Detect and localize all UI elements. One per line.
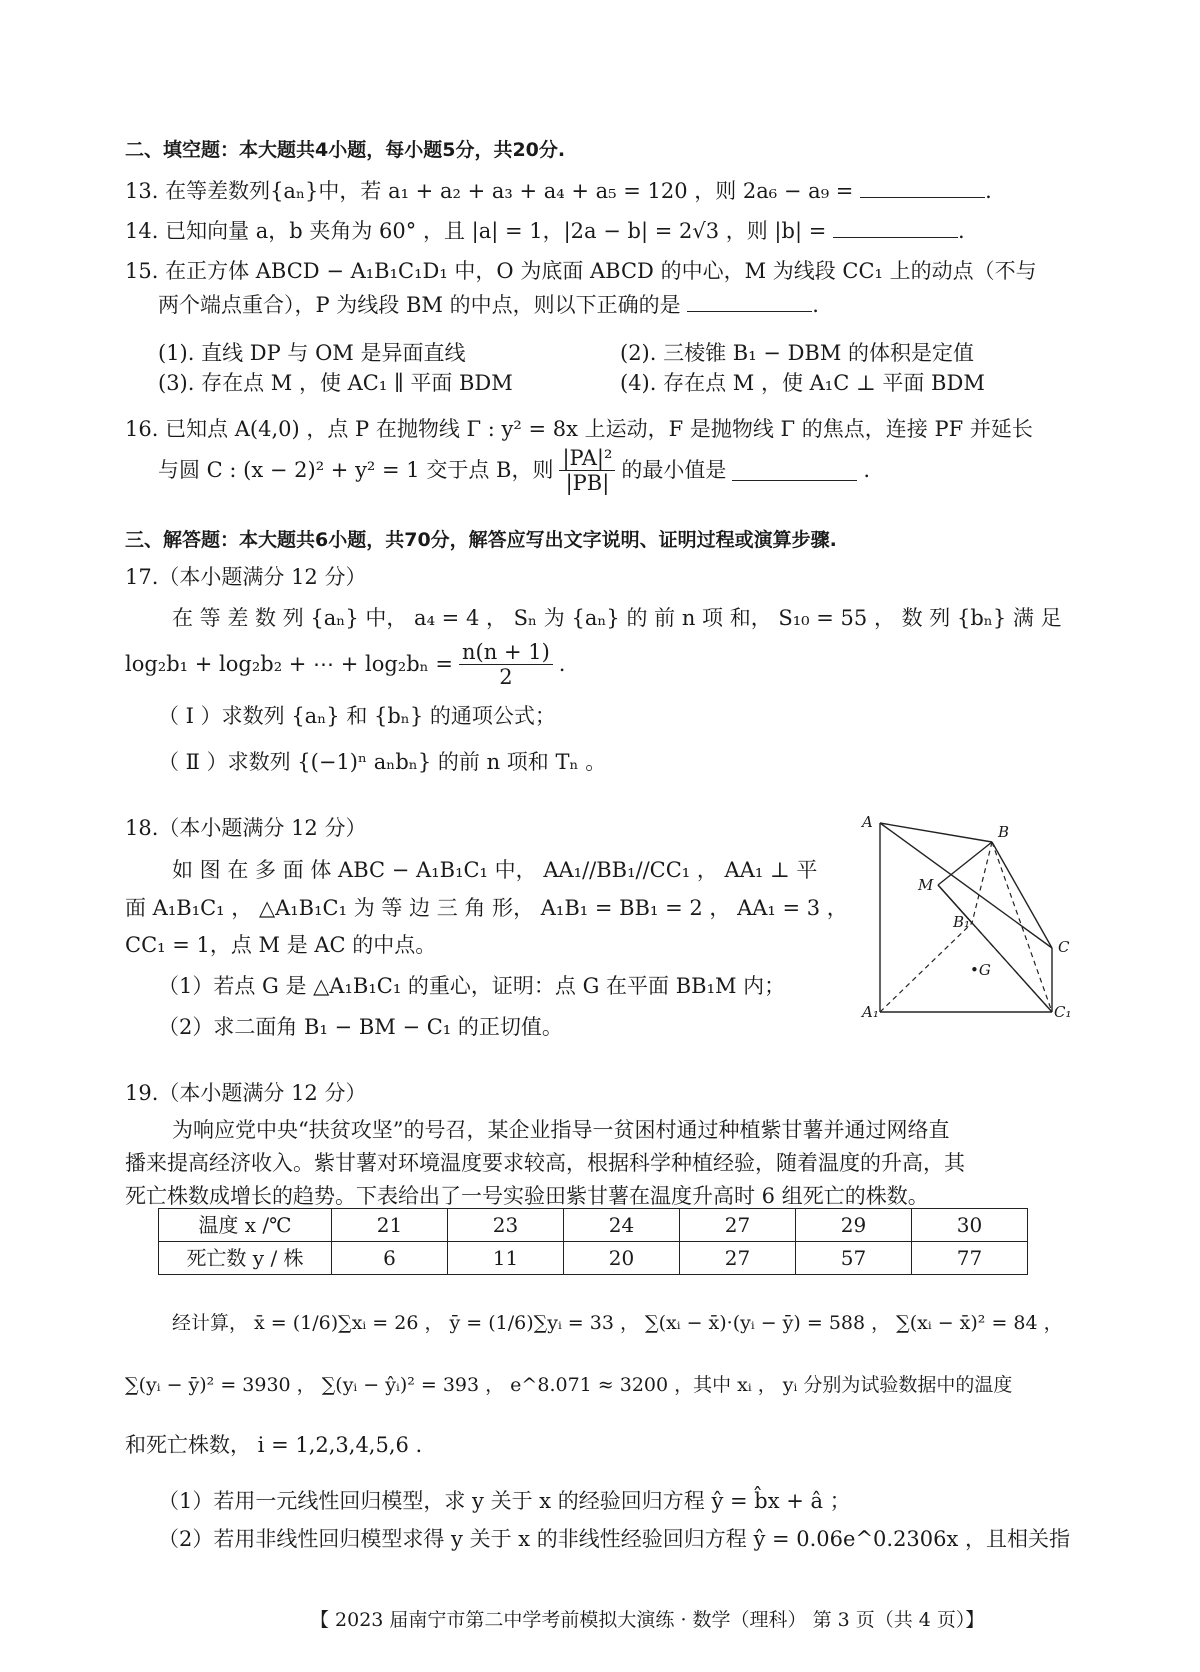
question-19-calc-1: 经计算， x̄ = (1/6)∑xᵢ = 26 ， ȳ = (1/6)∑yᵢ = 33 ， ∑(xᵢ − x̄)·(yᵢ − ȳ) = 588 ， ∑(xᵢ − x̄)² = 84 ， <box>172 1312 1063 1334</box>
table-cell: 30 <box>912 1209 1028 1242</box>
question-16-line2-end: 的最小值是 <box>621 458 727 483</box>
question-14-text: 14. 已知向量 a，b 夹角为 60° ，且 |a| = 1，|2a − b| = 2√3 ，则 |b| = <box>125 219 827 243</box>
table-cell: 21 <box>332 1209 448 1242</box>
question-17-title: 17.（本小题满分 12 分） <box>125 565 367 589</box>
question-13-text: 13. 在等差数列{aₙ}中，若 a₁ + a₂ + a₃ + a₄ + a₅ = 120 ，则 2a₆ − a₉ = <box>125 179 854 203</box>
table-cell: 29 <box>796 1209 912 1242</box>
question-16-line2-text: 与圆 C : (x − 2)² + y² = 1 交于点 B，则 <box>158 458 554 483</box>
question-15-option-2: (2). 三棱锥 B₁ − DBM 的体积是定值 <box>620 341 975 365</box>
question-19-part-1: （1）若用一元线性回归模型，求 y 关于 x 的经验回归方程 ŷ = b̂x + â ； <box>158 1489 851 1513</box>
question-19-para-2: 播来提高经济收入。紫甘薯对环境温度要求较高，根据科学种植经验，随着温度的升高，其 <box>125 1151 965 1175</box>
answer-blank <box>833 217 958 238</box>
question-16-line2: 与圆 C : (x − 2)² + y² = 1 交于点 B，则 $\frac{\text{|PA|²}}{|PB|}$ 的最小值是 . <box>158 446 871 496</box>
question-17-line1: 在 等 差 数 列 {aₙ} 中， a₄ = 4 ， Sₙ 为 {aₙ} 的 前 n 项 和， S₁₀ = 55 ， 数 列 {bₙ} 满 足 <box>172 606 1062 630</box>
question-19-para-1: 为响应党中央“扶贫攻坚”的号召，某企业指导一贫困村通过种植紫甘薯并通过网络直 <box>172 1118 950 1142</box>
question-18-line2: 面 A₁B₁C₁ ， △A₁B₁C₁ 为 等 边 三 角 形， A₁B₁ = BB₁ = 2 ， AA₁ = 3 ， <box>125 896 848 920</box>
question-18-line3: CC₁ = 1，点 M 是 AC 的中点。 <box>125 933 437 957</box>
question-13: 13. 在等差数列{aₙ}中，若 a₁ + a₂ + a₃ + a₄ + a₅ = 120 ，则 2a₆ − a₉ = . <box>125 179 992 203</box>
question-16-line1: 16. 已知点 A(4,0) ，点 P 在抛物线 Γ : y² = 8x 上运动，F 是抛物线 Γ 的焦点，连接 PF 并延长 <box>125 417 1033 441</box>
vertex-label-a: A <box>862 815 873 831</box>
fraction-numerator: n(n + 1) <box>459 640 553 665</box>
table-cell: 6 <box>332 1242 448 1275</box>
table-cell: 24 <box>564 1209 680 1242</box>
vertex-label-b1: B₁ <box>953 913 971 931</box>
table-cell: 27 <box>680 1209 796 1242</box>
table-row <box>159 1242 1028 1275</box>
section-fill-heading: 二、填空题：本大题共4小题，每小题5分，共20分. <box>125 139 566 161</box>
centroid-label-g: •G <box>970 961 991 979</box>
question-15-line2-text: 两个端点重合），P 为线段 BM 的中点，则以下正确的是 <box>158 293 681 317</box>
table-cell: 20 <box>564 1242 680 1275</box>
question-18-part-2: （2）求二面角 B₁ − BM − C₁ 的正切值。 <box>158 1015 563 1039</box>
table-header-temperature: 温度 x /℃ <box>159 1209 332 1242</box>
question-19-calc-3: 和死亡株数， i = 1,2,3,4,5,6 . <box>125 1433 423 1457</box>
vertex-label-b: B <box>998 823 1010 841</box>
question-19-part-2: （2）若用非线性回归模型求得 y 关于 x 的非线性经验回归方程 ŷ = 0.06e^0.2306x ，且相关指 <box>158 1527 1071 1551</box>
question-15-line2: 两个端点重合），P 为线段 BM 的中点，则以下正确的是 . <box>158 293 819 317</box>
question-15-line1: 15. 在正方体 ABCD − A₁B₁C₁D₁ 中，O 为底面 ABCD 的中心，M 为线段 CC₁ 上的动点（不与 <box>125 259 1037 283</box>
question-17-line2: log₂b₁ + log₂b₂ + ⋯ + log₂bₙ = $\frac{n(n + 1)}{2}$ . <box>125 640 566 690</box>
vertex-label-c: C <box>1058 938 1070 956</box>
vertex-label-a1: A₁ <box>862 1003 879 1020</box>
fraction-denominator: |PB| <box>565 471 610 496</box>
data-table <box>158 1208 1028 1275</box>
table-cell: 77 <box>912 1242 1028 1275</box>
fraction-denominator: 2 <box>499 665 513 690</box>
question-19-title: 19.（本小题满分 12 分） <box>125 1081 367 1105</box>
question-18-title: 18.（本小题满分 12 分） <box>125 816 367 840</box>
question-15-option-4: (4). 存在点 M ，使 A₁C ⊥ 平面 BDM <box>620 371 985 395</box>
table-cell: 23 <box>448 1209 564 1242</box>
question-15-option-3: (3). 存在点 M ，使 AC₁ ∥ 平面 BDM <box>158 371 513 395</box>
question-17-part-1: （ Ⅰ ）求数列 {aₙ} 和 {bₙ} 的通项公式； <box>158 704 556 728</box>
question-17-part-2: （ Ⅱ ）求数列 {(−1)ⁿ aₙbₙ} 的前 n 项和 Tₙ 。 <box>158 750 607 774</box>
question-14: 14. 已知向量 a，b 夹角为 60° ，且 |a| = 1，|2a − b| = 2√3 ，则 |b| = . <box>125 219 965 243</box>
page-footer: 【 2023 届南宁市第二中学考前模拟大演练 · 数学（理科） 第 3 页（共 4 页）】 <box>310 1609 985 1631</box>
question-19-calc-2: ∑(yᵢ − ȳ)² = 3930 ， ∑(yᵢ − ŷᵢ)² = 393 ， e^8.071 ≈ 3200 ，其中 xᵢ ， yᵢ 分别为试验数据中的温度 <box>125 1374 1013 1396</box>
question-19-para-3: 死亡株数成增长的趋势。下表给出了一号实验田紫甘薯在温度升高时 6 组死亡的株数。 <box>125 1184 929 1208</box>
question-18-part-1: （1）若点 G 是 △A₁B₁C₁ 的重心，证明：点 G 在平面 BB₁M 内； <box>158 974 786 998</box>
table-cell: 11 <box>448 1242 564 1275</box>
vertex-label-m: M <box>918 876 934 894</box>
table-header-deaths: 死亡数 y / 株 <box>159 1242 332 1275</box>
answer-blank <box>732 460 857 481</box>
fraction <box>559 446 615 495</box>
table-cell: 57 <box>796 1242 912 1275</box>
fraction-numerator: |PA|² <box>559 446 615 471</box>
table-row <box>159 1209 1028 1242</box>
question-17-formula: log₂b₁ + log₂b₂ + ⋯ + log₂bₙ = <box>125 652 454 677</box>
polyhedron-figure <box>860 815 1100 1020</box>
table-cell: 27 <box>680 1242 796 1275</box>
section-answer-heading: 三、解答题：本大题共6小题，共70分，解答应写出文字说明、证明过程或演算步骤. <box>125 529 837 551</box>
vertex-label-c1: C₁ <box>1054 1003 1072 1020</box>
answer-blank <box>687 291 812 312</box>
fraction <box>459 640 553 689</box>
question-15-option-1: (1). 直线 DP 与 OM 是异面直线 <box>158 341 466 365</box>
question-18-line1: 如 图 在 多 面 体 ABC − A₁B₁C₁ 中， AA₁//BB₁//CC₁ ， AA₁ ⊥ 平 <box>172 858 818 882</box>
answer-blank <box>860 177 985 198</box>
